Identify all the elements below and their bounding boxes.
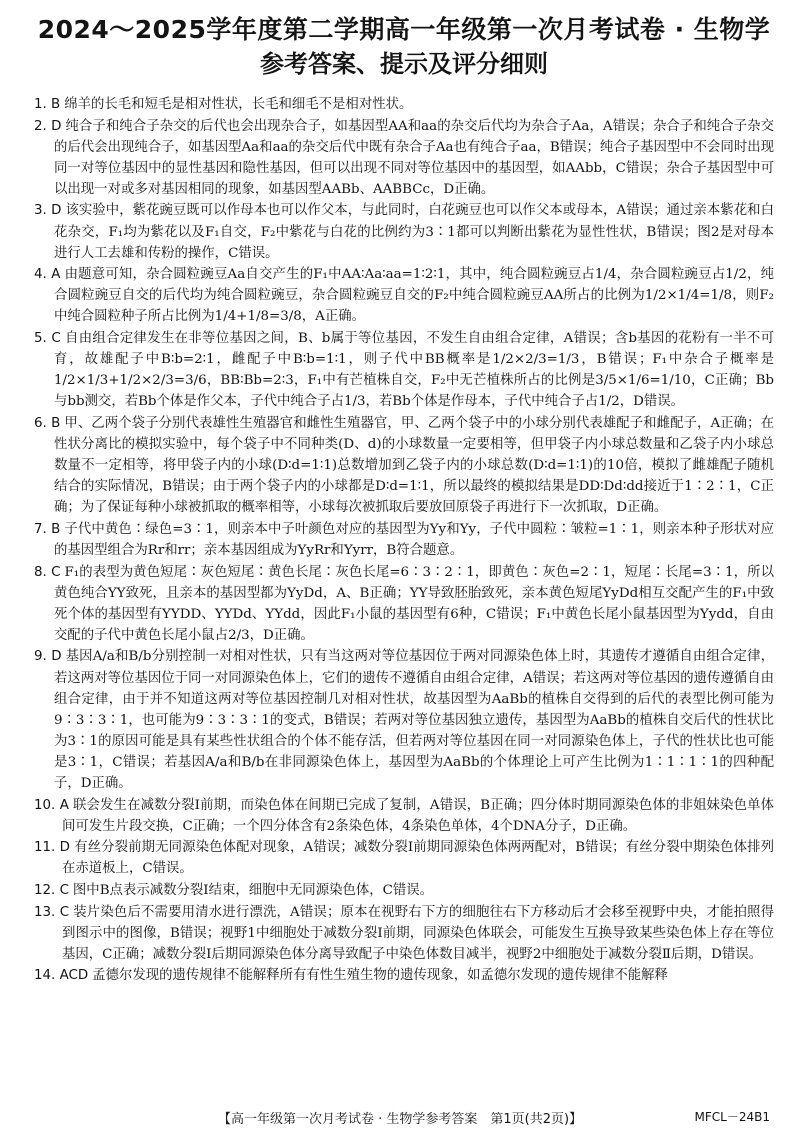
answer-item [34, 200, 774, 263]
answer-choice: D [51, 118, 62, 134]
answer-choice: C [59, 882, 69, 898]
answer-item [34, 902, 774, 965]
answer-item [34, 519, 774, 561]
question-number: 7. [34, 521, 47, 537]
answer-explanation: 装片染色后不需要用清水进行漂洗，A错误；原本在视野右下方的细胞往右下方移动后才会移至视野中央，才能拍照得到图示中的图像，B错误；视野1中细胞处于减数分裂Ⅰ前期，同源染色体联会，可能发生互换导致某些染色体上存在等位基因，C正确；减数分裂Ⅰ后期同源染色体分离导致配子中染色体数目减半，视野2中细胞处于减数分裂Ⅱ后期，D错误。 [62, 904, 774, 962]
answer-item [34, 880, 774, 901]
answer-choice: B [51, 415, 61, 431]
answer-explanation: 绵羊的长毛和短毛是相对性状，长毛和细毛不是相对性状。 [64, 97, 413, 112]
footer-page-label: 【高一年级第一次月考试卷 · 生物学参考答案 第1页(共2页)】 [217, 1112, 583, 1127]
answer-choice: C [59, 904, 70, 920]
question-number: 2. [34, 118, 47, 134]
question-number: 13. [34, 904, 56, 920]
page-footer [0, 1108, 800, 1127]
answer-explanation: 有丝分裂前期无同源染色体配对现象，A错误；减数分裂Ⅰ前期同源染色体两两配对，B错误；有丝分裂中期染色体排列在赤道板上，C错误。 [62, 840, 775, 877]
question-number: 8. [34, 564, 47, 580]
answer-choice: A [59, 797, 69, 813]
answer-explanation: 纯合子和纯合子杂交的后代也会出现杂合子，如基因型AA和aa的杂交后代均为杂合子Aa，A错误；杂合子和纯合子杂交的后代会出现纯合子，如基因型Aa和aa的杂交后代中既有杂合子Aa也有纯合子aa，B错误；纯合子基因型中不会同时出现同一对等位基因中的显性基因和隐性基因，但可以出现不同对等位基因中的基因型，如AAbb，C错误；杂合子基因型中可以出现一对或多对基因相同的现象，如基因型AABb、AABBCc，D正确。 [54, 118, 774, 197]
answer-explanation: F₁的表型为黄色短尾∶灰色短尾∶黄色长尾∶灰色长尾=6∶3∶2∶1，即黄色∶灰色=2∶1，短尾∶长尾=3∶1，所以黄色纯合YY致死，且亲本的基因型都为YyDd，A、B正确；YY导致胚胎致死，亲本黄色短尾YyDd相互交配产生的F₁中致死个体的基因型有YYDD、YYDd、YYdd，因此F₁小鼠的基因型有6种，C错误；F₁中黄色长尾小鼠基因型为Yydd，自由交配的子代中黄色长尾小鼠占2/3，D正确。 [54, 564, 774, 643]
question-number: 14. [34, 968, 56, 984]
answer-explanation: 甲、乙两个袋子分别代表雄性生殖器官和雌性生殖器官，甲、乙两个袋子中的小球分别代表雄配子和雌配子，A正确；在性状分离比的模拟实验中，每个袋子中不同种类(D、d)的小球数量一定要相等，但甲袋子内小球总数量和乙袋子内小球总数量不一定相等，将甲袋子内的小球(D∶d=1∶1)总数增加到乙袋子内的小球总数(D∶d=1∶1)的10倍，模拟了雌雄配子随机结合的实际情况，B错误；由于两个袋子内的小球都是D∶d=1∶1，所以最终的模拟结果是DD∶Dd∶dd接近于1∶2∶1，C正确；为了保证每种小球被抓取的概率相等，小球每次被抓取后要放回原袋子再进行下一次抓取，D正确。 [54, 415, 774, 516]
answer-choice: D [51, 649, 62, 665]
answer-item [34, 94, 774, 115]
answer-choice: D [59, 840, 70, 856]
question-number: 6. [34, 415, 47, 431]
answer-explanation: 联会发生在减数分裂Ⅰ前期，而染色体在间期已完成了复制，A错误，B正确；四分体时期同源染色体的非姐妹染色单体间可发生片段交换，C正确；一个四分体含有2条染色体，4条染色单体，4个DNA分子，D正确。 [62, 797, 774, 834]
answer-choice: B [51, 521, 61, 537]
question-number: 11. [34, 840, 56, 856]
answer-choice: D [51, 203, 62, 219]
question-number: 1. [34, 97, 47, 112]
answer-explanation: 子代中黄色∶绿色=3∶1，则亲本中子叶颜色对应的基因型为Yy和Yy，子代中圆粒∶皱粒=1∶1，则亲本种子形状对应的基因型组合为Rr和rr；亲本基因组成为YyRr和Yyrr，B符合题意。 [54, 521, 774, 558]
answer-choice: B [51, 97, 61, 112]
answer-explanation: 孟德尔发现的遗传规律不能解释所有有性生殖生物的遗传现象，如孟德尔发现的遗传规律不能解释 [92, 968, 668, 984]
answer-choice: ACD [59, 968, 89, 984]
question-number: 3. [34, 203, 47, 219]
footer-paper-code: MFCL－24B1 [694, 1110, 770, 1124]
answer-list [34, 94, 774, 986]
answer-item [34, 328, 774, 412]
answer-item [34, 116, 774, 200]
answer-item [34, 562, 774, 646]
answer-item [34, 795, 774, 837]
question-number: 10. [34, 797, 56, 813]
question-number: 4. [34, 267, 47, 283]
answer-item [34, 837, 774, 879]
answer-explanation: 自由组合定律发生在非等位基因之间，B、b属于等位基因，不发生自由组合定律，A错误；含b基因的花粉有一半不可育，故雄配子中B∶b=2∶1，雌配子中B∶b=1∶1，则子代中BB概率是1/2×2/3=1/3，B错误；F₁中杂合子概率是1/2×1/3+1/2×2/3=3/6，BB∶Bb=2∶3，F₁中有芒植株自交，F₂中无芒植株所占的比例是3/5×1/6=1/10，C正确；Bb与bb测交，若Bb个体是作父本，子代中纯合子占1/3，若Bb个体是作母本，子代中纯合子占1/2，D错误。 [54, 331, 774, 410]
answer-choice: C [51, 564, 61, 580]
page-title: 2024～2025学年度第二学期高一年级第一次月考试卷 · 生物学 [37, 15, 771, 44]
answer-item [34, 965, 774, 986]
question-number: 5. [34, 331, 47, 347]
question-number: 12. [34, 882, 56, 898]
answer-item [34, 646, 774, 794]
answer-explanation: 该实验中，紫花豌豆既可以作母本也可以作父本，与此同时，白花豌豆也可以作父本或母本，A错误；通过亲本紫花和白花杂交，F₁均为紫花以及F₁自交，F₂中紫花与白花的比例约为3∶1都可以判断出紫花为显性性状，B错误；图2是对母本进行人工去雄和传粉的操作，C错误。 [54, 203, 774, 261]
page-subtitle: 参考答案、提示及评分细则 [260, 50, 548, 78]
answer-item [34, 264, 774, 327]
answer-choice: C [51, 331, 61, 347]
question-number: 9. [34, 649, 47, 665]
answer-choice: A [51, 267, 61, 283]
answer-explanation: 图中B点表示减数分裂Ⅰ结束，细胞中无同源染色体，C错误。 [72, 882, 434, 898]
answer-explanation: 由题意可知，杂合圆粒豌豆Aa自交产生的F₁中AA∶Aa∶aa=1∶2∶1，其中，纯合圆粒豌豆占1/4，杂合圆粒豌豆占1/2，纯合圆粒豌豆自交的后代均为纯合圆粒豌豆，杂合圆粒豌豆自交的F₂中纯合圆粒豌豆AA所占的比例为1/2×1/4=1/8，则F₂中纯合圆粒种子所占比例为1/4+1/8=3/8，A正确。 [54, 267, 774, 325]
answer-explanation: 基因A/a和B/b分别控制一对相对性状，只有当这两对等位基因位于两对同源染色体上时，其遗传才遵循自由组合定律，若这两对等位基因位于同一对同源染色体上，它们的遗传不遵循自由组合定律，A错误；若这两对等位基因的遗传遵循自由组合定律，由于并不知道这两对等位基因控制几对相对性状，故基因型为AaBb的植株自交得到的后代的表型比例可能为9∶3∶3∶1，也可能为9∶3∶3∶1的变式，B错误；若两对等位基因独立遗传，基因型为AaBb的植株自交后代的性状比为3∶1的原因可能是具有某些性状组合的个体不能存活，但若两对等位基因在同一对同源染色体上，子代的性状比也可能是3∶1，C错误；若基因A/a和B/b在非同源染色体上，基因型为AaBb的个体理论上可产生比例为1∶1∶1∶1的四种配子，D正确。 [54, 649, 774, 791]
answer-item [34, 413, 774, 518]
